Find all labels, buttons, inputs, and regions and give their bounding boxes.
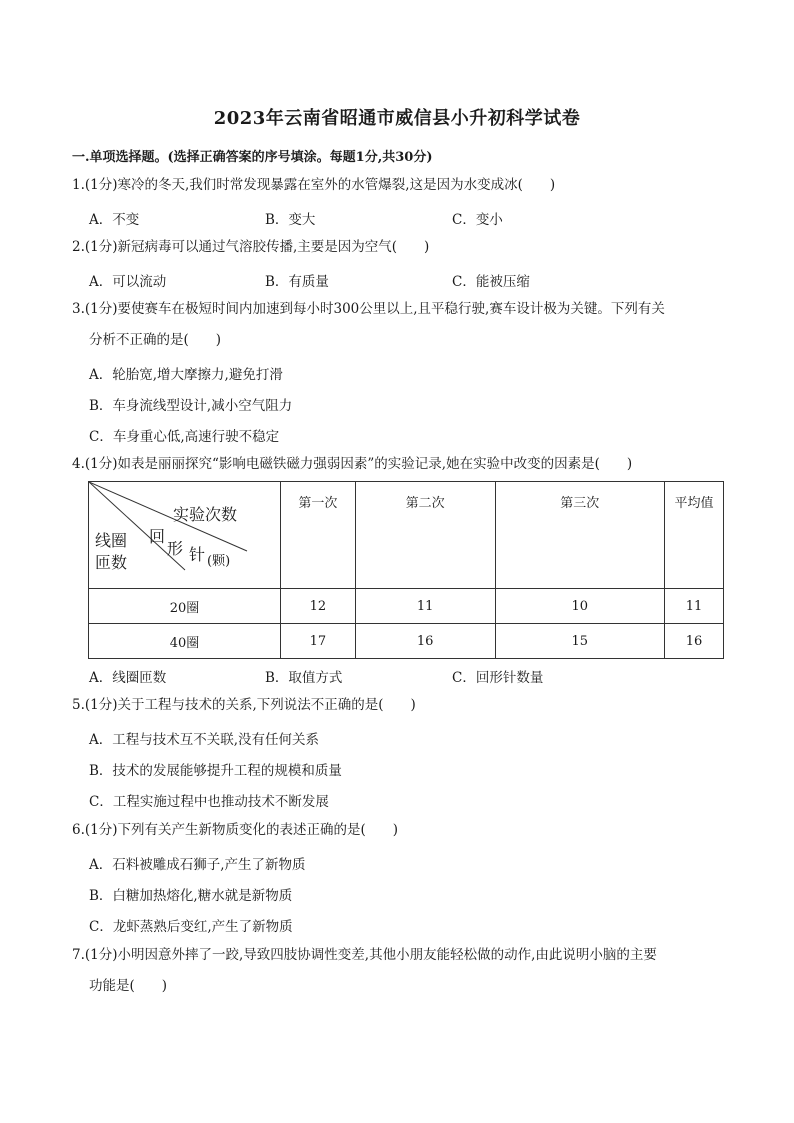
question-7-line2: 功能是( ) — [89, 978, 168, 994]
section-heading: 一.单项选择题。(选择正确答案的序号填涂。每题1分,共30分) — [72, 150, 433, 165]
header-cell: 第二次 — [355, 482, 495, 589]
table-cell: 17 — [280, 624, 355, 659]
row-label: 40圈 — [89, 624, 281, 659]
option-b[interactable]: B．白糖加热熔化,糖水就是新物质 — [89, 888, 293, 904]
diag-label-clip-2: 形 — [167, 539, 184, 558]
question-3-line2: 分析不正确的是( ) — [89, 332, 222, 348]
diag-label-coil-2: 匝数 — [95, 553, 128, 572]
option-b[interactable]: B．取值方式 — [265, 670, 343, 686]
table-cell: 11 — [665, 589, 724, 624]
question-6: 6.(1分)下列有关产生新物质变化的表述正确的是( ) — [72, 822, 399, 838]
option-a[interactable]: A．线圈匝数 — [89, 670, 167, 686]
table-row — [89, 624, 724, 659]
header-cell: 平均值 — [665, 482, 724, 589]
diag-label-clip-1: 回 — [149, 527, 166, 546]
header-cell: 第三次 — [495, 482, 665, 589]
option-c[interactable]: C．车身重心低,高速行驶不稳定 — [89, 429, 280, 445]
option-c[interactable]: C．变小 — [452, 212, 503, 228]
option-c[interactable]: C．能被压缩 — [452, 274, 530, 290]
option-c[interactable]: C．龙虾蒸熟后变红,产生了新物质 — [89, 919, 293, 935]
option-b[interactable]: B．车身流线型设计,减小空气阻力 — [89, 398, 293, 414]
header-cell: 第一次 — [280, 482, 355, 589]
question-7 — [72, 940, 732, 1002]
table-cell: 16 — [355, 624, 495, 659]
option-b[interactable]: B．变大 — [265, 212, 316, 228]
option-a[interactable]: A．不变 — [89, 212, 140, 228]
question-4: 4.(1分)如表是丽丽探究“影响电磁铁磁力强弱因素”的实验记录,她在实验中改变的因素是( ) — [72, 456, 633, 472]
question-7-line1: 7.(1分)小明因意外摔了一跤,导致四肢协调性变差,其他小朋友能轻松做的动作,由此说明小脑的主要 — [72, 947, 657, 963]
option-a[interactable]: A．轮胎宽,增大摩擦力,避免打滑 — [89, 367, 283, 383]
page-title: 2023年云南省昭通市威信县小升初科学试卷 — [213, 108, 581, 129]
option-c[interactable]: C．回形针数量 — [452, 670, 544, 686]
experiment-table — [88, 481, 724, 659]
diagonal-header-cell — [89, 482, 281, 589]
table-cell: 11 — [355, 589, 495, 624]
diag-label-trials: 实验次数 — [173, 505, 238, 524]
row-label: 20圈 — [89, 589, 281, 624]
option-b[interactable]: B．技术的发展能够提升工程的规模和质量 — [89, 763, 342, 779]
question-3 — [72, 294, 732, 356]
diag-label-clip-3: 针 — [189, 545, 206, 564]
question-5: 5.(1分)关于工程与技术的关系,下列说法不正确的是( ) — [72, 697, 416, 713]
question-2: 2.(1分)新冠病毒可以通过气溶胶传播,主要是因为空气( ) — [72, 239, 430, 255]
table-cell: 15 — [495, 624, 665, 659]
option-a[interactable]: A．石料被雕成石狮子,产生了新物质 — [89, 857, 306, 873]
table-cell: 10 — [495, 589, 665, 624]
question-1: 1.(1分)寒冷的冬天,我们时常发现暴露在室外的水管爆裂,这是因为水变成冰( ) — [72, 177, 556, 193]
table-cell: 16 — [665, 624, 724, 659]
question-3-line1: 3.(1分)要使赛车在极短时间内加速到每小时300公里以上,且平稳行驶,赛车设计极为关键。下列有关 — [72, 301, 665, 317]
option-a[interactable]: A．工程与技术互不关联,没有任何关系 — [89, 732, 320, 748]
diag-label-unit: (颗) — [207, 554, 231, 569]
option-a[interactable]: A．可以流动 — [89, 274, 167, 290]
option-c[interactable]: C．工程实施过程中也推动技术不断发展 — [89, 794, 329, 810]
table-row — [89, 589, 724, 624]
diag-label-coil-1: 线圈 — [95, 531, 128, 550]
table-cell: 12 — [280, 589, 355, 624]
option-b[interactable]: B．有质量 — [265, 274, 329, 290]
